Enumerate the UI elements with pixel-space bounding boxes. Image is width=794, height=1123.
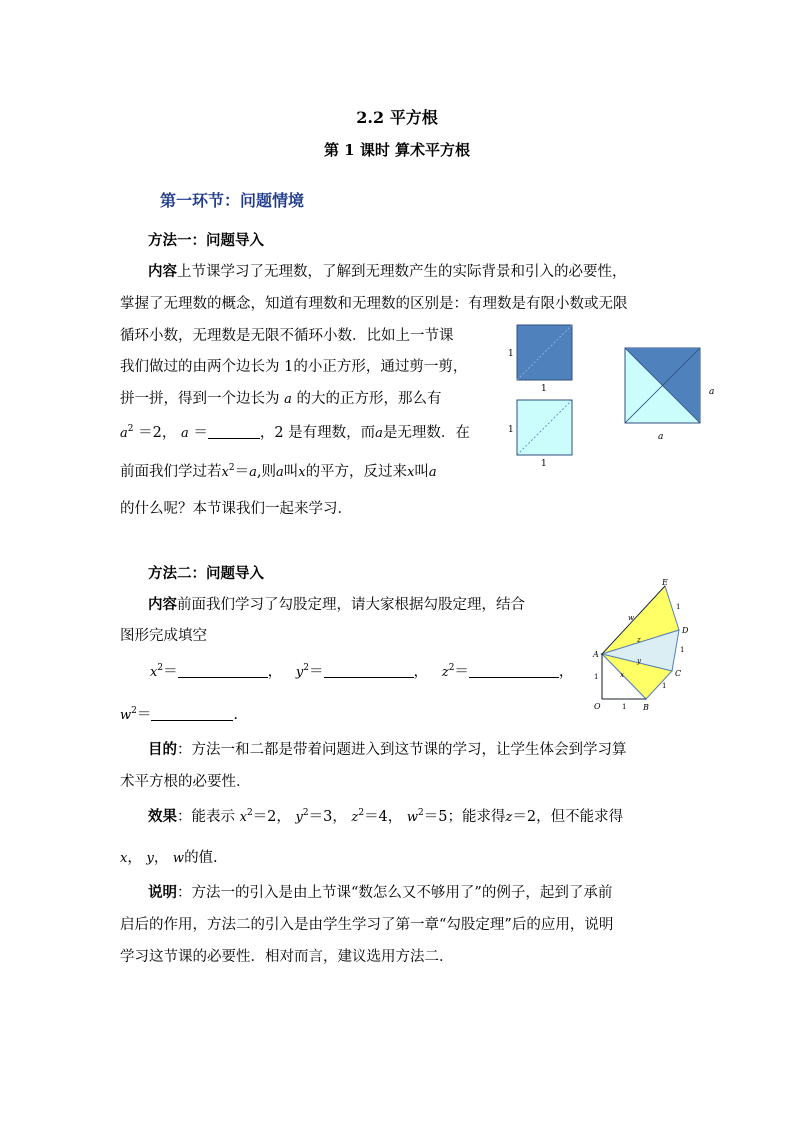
label-big-a-side: a <box>709 387 715 397</box>
method1-label: 内容 <box>148 263 177 280</box>
page-title: 2.2 平方根 <box>356 108 438 127</box>
svg-text:1: 1 <box>594 673 599 681</box>
svg-text:A: A <box>593 650 599 659</box>
method1-line8: 的什么呢？本节课我们一起来学习． <box>120 501 352 517</box>
fill-equation-w: $w^2=$ . <box>120 706 238 723</box>
svg-text:1: 1 <box>680 646 685 654</box>
method1-line1: 内容上节课学习了无理数，了解到无理数产生的实际背景和引入的必要性， <box>148 263 627 280</box>
method1-line7: 前面我们学过若$x^2=a$,则a叫x的平方，反过来x叫a <box>120 463 437 480</box>
section-heading: 第一环节：问题情境 <box>160 191 305 210</box>
purpose-line1: 目的：方法一和二都是带着问题进入到这节课的学习，让学生体会到学习算 <box>148 741 627 758</box>
svg-text:1: 1 <box>622 703 627 711</box>
method1-line6: $a^2 =2$， a ＝ ，2 是有理数，而a是无理数．在 <box>120 424 470 441</box>
method2-line2: 图形完成填空 <box>120 628 207 644</box>
svg-text:D: D <box>682 626 689 635</box>
svg-text:1: 1 <box>662 682 667 690</box>
squares-figure <box>505 320 730 470</box>
svg-text:C: C <box>675 669 682 678</box>
method1-line3: 循环小数，无理数是无限不循环小数．比如上一节课 <box>120 328 454 344</box>
method2-heading: 方法二：问题导入 <box>148 565 264 582</box>
svg-text:E: E <box>662 578 668 587</box>
svg-text:1: 1 <box>541 459 547 469</box>
svg-text:1: 1 <box>508 425 514 435</box>
label-big-a-bottom: a <box>658 432 664 442</box>
note-line2: 启后的作用，方法二的引入是由学生学习了第一章“勾股定理”后的应用，说明 <box>120 917 614 933</box>
purpose-line2: 术平方根的必要性． <box>120 774 251 790</box>
method1-line5: 拼一拼，得到一个边长为 a 的大的正方形，那么有 <box>120 391 442 407</box>
blank-z[interactable] <box>469 663 559 678</box>
answer-blank-a[interactable] <box>208 424 260 439</box>
blank-w[interactable] <box>151 706 233 721</box>
label-side-1: 1 <box>508 349 514 359</box>
note-line1: 说明：方法一的引入是由上节课“数怎么又不够用了”的例子，起到了承前 <box>148 884 613 901</box>
svg-text:O: O <box>594 702 601 711</box>
big-square <box>625 348 700 423</box>
svg-text:w: w <box>628 614 634 622</box>
effect-line2: x， y， w的值. <box>120 850 218 866</box>
method2-line1: 内容前面我们学习了勾股定理，请大家根据勾股定理，结合 <box>148 596 525 613</box>
method1-line4: 我们做过的由两个边长为 1的小正方形，通过剪一剪， <box>120 359 468 375</box>
fill-equations: $x^2=$ ， $y^2=$ ， $z^2=$ ， <box>150 663 574 680</box>
svg-text:1: 1 <box>676 603 681 611</box>
pythagoras-spiral-figure <box>588 578 700 713</box>
small-square-light <box>517 400 572 455</box>
method1-heading: 方法一：问题导入 <box>148 232 264 249</box>
small-square-dark <box>517 325 572 380</box>
page-subtitle: 第 1 课时 算术平方根 <box>323 141 471 159</box>
svg-text:z: z <box>637 636 641 644</box>
method1-line2: 掌握了无理数的概念，知道有理数和无理数的区别是：有理数是有限小数或无限 <box>120 296 628 312</box>
note-line3: 学习这节课的必要性．相对而言，建议选用方法二． <box>120 949 454 965</box>
blank-x[interactable] <box>178 663 268 678</box>
blank-y[interactable] <box>324 663 414 678</box>
label-bottom-1: 1 <box>541 384 547 394</box>
svg-text:x: x <box>620 671 624 679</box>
svg-text:y: y <box>637 657 641 665</box>
svg-text:B: B <box>643 703 649 712</box>
effect-line1: 效果：能表示 $x^2=2$， $y^2=3$， $z^2=4$， $w^2=5$；能求得z＝2，但不能求得 <box>148 808 624 825</box>
